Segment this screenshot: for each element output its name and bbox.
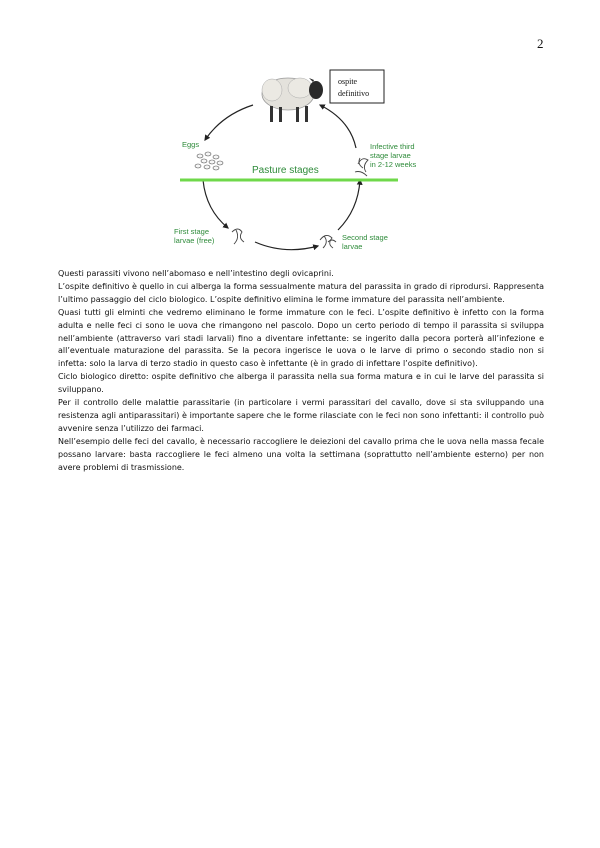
pasture-stages-label: Pasture stages (252, 165, 319, 176)
second-stage-label-line1: Second stage (342, 233, 388, 242)
third-stage-larva-icon (355, 158, 368, 176)
arrow-third-to-sheep (320, 105, 356, 148)
paragraph-2: L’ospite definitivo è quello in cui alberga la forma sessualmente matura del parassita in grado di riprodursi. Rappresenta l’ultimo passaggio del ciclo biologico. L’ospite definitivo elimina le forme immature del parassita nell’ambiente. (58, 281, 544, 304)
third-stage-label-line1: Infective third (370, 142, 415, 151)
eggs-cluster (195, 152, 223, 170)
host-label-box (330, 70, 384, 103)
page-number: 2 (537, 36, 544, 51)
host-label-line1: ospite (338, 77, 358, 86)
paragraph-5: Per il controllo delle malattie parassitarie (in particolare i vermi parassitari del cavallo, dove si sta sviluppando una resistenza agli antiparassitari) è importante sapere che le forme rilasciate con le feci non sono infettanti: il controllo può avvenire senza l’utilizzo dei farmaci. (58, 398, 544, 433)
arrow-eggs-to-first (203, 180, 228, 228)
second-stage-label-line2: larvae (342, 242, 363, 251)
body-text (58, 268, 544, 475)
first-stage-larva-icon (232, 229, 244, 244)
paragraph-4: Ciclo biologico diretto: ospite definitivo che alberga il parassita nella sua forma matura e in cui le larve del parassita si sviluppano. (58, 372, 544, 395)
paragraph-3: Quasi tutti gli elminti che vedremo eliminano le forme immature con le feci. L’ospite definitivo è infetto con la forma adulta e nelle feci ci sono le uova che rimangono nel pascolo. Dopo un certo periodo di tempo il parassita si sviluppa nell’ambiente (attraverso vari stadi larvali) fino a diventare infettante: se ingerito dalla pecora porterà all’infezione e all’eventuale maturazione del parassita. Se la pecora ingerisce le uova o le larve di primo o secondo stadio non si infetta: solo la larva di terzo stadio in questo caso è infettante (è in grado di infettare l’ospite definitivo). (58, 307, 544, 369)
host-label-line2: definitivo (338, 89, 370, 98)
life-cycle-diagram (160, 60, 460, 270)
third-stage-label-line3: in 2-12 weeks (370, 160, 417, 169)
paragraph-6: Nell’esempio delle feci del cavallo, è necessario raccogliere le deiezioni del cavallo prima che le uova nella massa fecale possano larvare: basta raccogliere le feci almeno una volta la settimana (soprattutto nell’ambiente esterno) per non avere problemi di trasmissione. (58, 436, 544, 472)
paragraph-1: Questi parassiti vivono nell’abomaso e nell’intestino degli ovicaprini. (58, 269, 334, 278)
cycle-arrows (203, 105, 363, 251)
third-stage-label-line2: stage larvae (370, 151, 411, 160)
sheep-illustration (262, 78, 323, 122)
second-stage-larva-icon (320, 235, 336, 248)
arrow-first-to-second (255, 242, 318, 250)
first-stage-label-line2: larvae (free) (174, 236, 215, 245)
arrow-sheep-to-eggs (205, 105, 253, 140)
arrow-second-to-third (338, 180, 360, 230)
eggs-label: Eggs (182, 140, 200, 149)
first-stage-label-line1: First stage (174, 227, 210, 236)
